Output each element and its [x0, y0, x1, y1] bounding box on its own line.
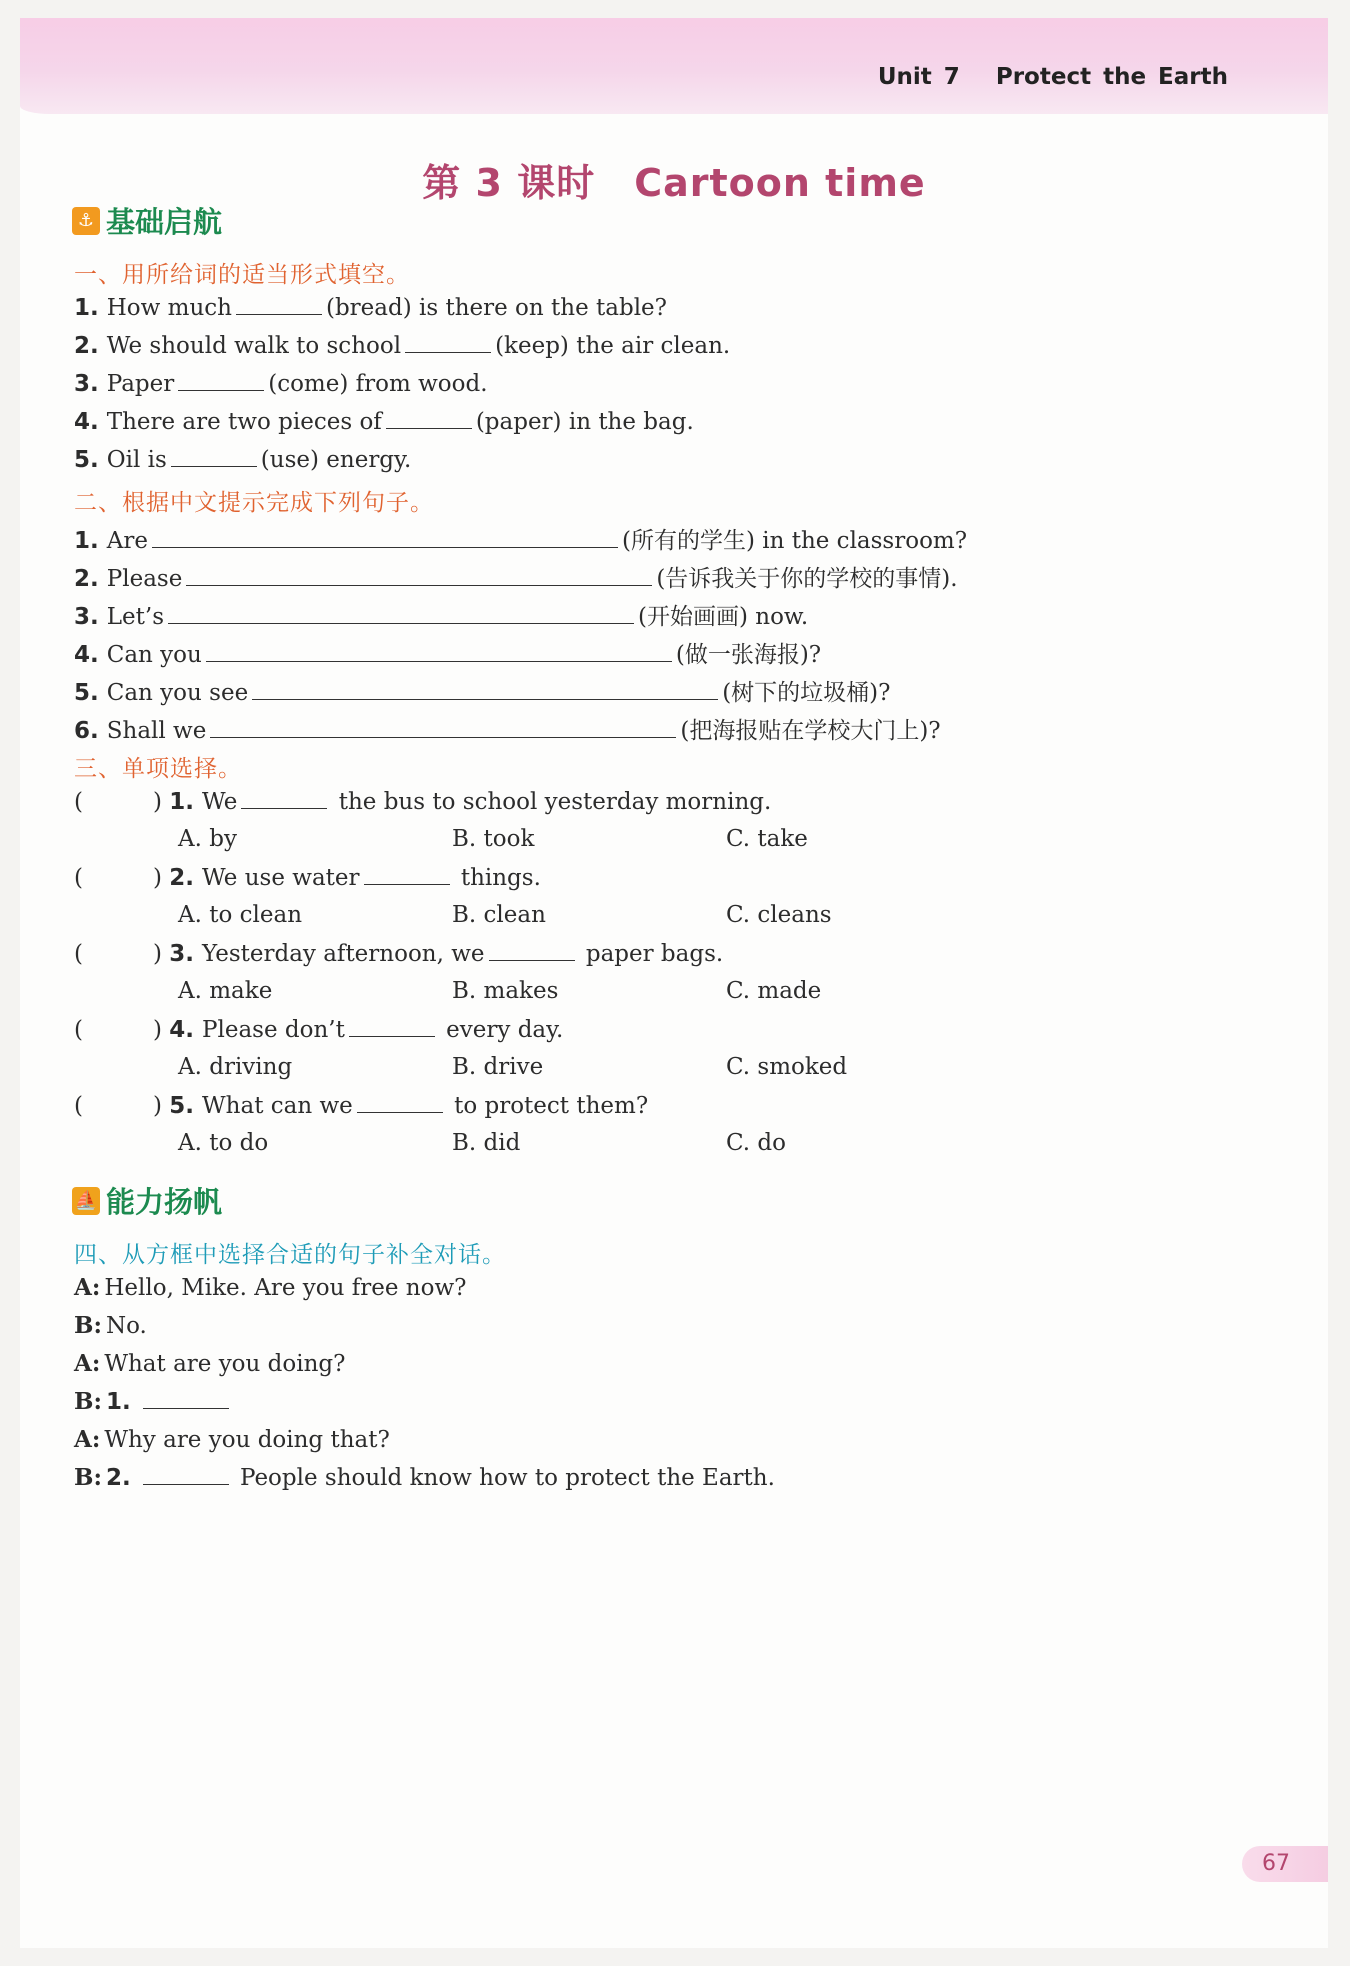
answer-blank	[357, 1092, 443, 1113]
workbook-page	[20, 18, 1328, 1948]
item-text: Can you	[106, 642, 202, 668]
item-number: 1.	[105, 1389, 131, 1415]
unit-label: Unit 7	[877, 64, 960, 90]
part3-question-3	[74, 940, 723, 967]
item-text: Are	[106, 528, 148, 554]
answer-blank	[349, 1016, 435, 1037]
item-text: Shall we	[106, 718, 207, 744]
page-number: 67	[1242, 1846, 1328, 1882]
answer-paren[interactable]: ( )	[74, 941, 162, 967]
part2-item-6	[74, 712, 941, 745]
dialogue-line-6	[74, 1464, 775, 1491]
item-text: (树下的垃圾桶)?	[722, 680, 891, 706]
item-number: 2.	[74, 333, 99, 359]
answer-blank[interactable]	[186, 565, 652, 586]
answer-blank	[241, 788, 327, 809]
answer-blank	[489, 940, 575, 961]
item-text: Please	[106, 566, 183, 592]
item-text: (keep) the air clean.	[495, 333, 731, 359]
section-heading-ability	[72, 1180, 222, 1221]
item-text: (use) energy.	[260, 447, 412, 473]
section-title: 基础启航	[106, 205, 223, 239]
dialogue-text: People should know how to protect the Earth.	[240, 1465, 775, 1491]
section-title: 能力扬帆	[106, 1185, 223, 1219]
speaker-label: A:	[74, 1426, 101, 1453]
item-text: Yesterday afternoon, we	[202, 941, 485, 967]
answer-blank[interactable]	[252, 679, 718, 700]
answer-blank[interactable]	[405, 332, 491, 353]
item-text: (把海报贴在学校大门上)?	[680, 718, 941, 744]
item-number: 3.	[74, 604, 99, 630]
part2-item-4	[74, 636, 821, 669]
part1-title: 一、用所给词的适当形式填空。	[74, 262, 410, 288]
dialogue-line-5	[74, 1426, 390, 1453]
part1-item-5	[74, 446, 411, 473]
item-text: We	[202, 789, 238, 815]
part3-question-5	[74, 1092, 648, 1119]
answer-blank[interactable]	[386, 408, 472, 429]
answer-paren[interactable]: ( )	[74, 789, 162, 815]
item-text: to protect them?	[454, 1093, 649, 1119]
dialogue-text: No.	[105, 1313, 147, 1339]
item-text: the bus to school yesterday morning.	[338, 789, 772, 815]
dialogue-text: Why are you doing that?	[104, 1427, 390, 1453]
option-a[interactable]: A. by	[178, 826, 237, 852]
answer-paren[interactable]: ( )	[74, 865, 162, 891]
anchor-icon: ⚓	[72, 207, 100, 235]
item-text: What can we	[202, 1093, 353, 1119]
item-number: 4.	[74, 642, 99, 668]
part2-item-3	[74, 598, 808, 631]
item-text: Can you see	[106, 680, 249, 706]
item-number: 2.	[105, 1465, 131, 1491]
item-text: every day.	[446, 1017, 564, 1043]
item-text: (做一张海报)?	[675, 642, 822, 668]
item-number: 5.	[74, 680, 99, 706]
dialogue-line-3	[74, 1350, 345, 1377]
item-text: (come) from wood.	[268, 371, 488, 397]
answer-blank	[364, 864, 450, 885]
speaker-label: A:	[74, 1274, 101, 1301]
speaker-label: A:	[74, 1350, 101, 1377]
part2-item-2	[74, 560, 958, 593]
dialogue-line-1	[74, 1274, 466, 1301]
part1-item-4	[74, 408, 694, 435]
part2-item-1	[74, 522, 967, 555]
item-number: 6.	[74, 718, 99, 744]
item-text: We should walk to school	[106, 333, 402, 359]
sail-icon: ⛵	[72, 1187, 100, 1215]
part3-question-2	[74, 864, 541, 891]
option-b[interactable]: B. clean	[452, 902, 546, 928]
part1-item-3	[74, 370, 488, 397]
item-text: (告诉我关于你的学校的事情).	[656, 566, 958, 592]
part3-title: 三、单项选择。	[74, 756, 242, 782]
part3-question-4	[74, 1016, 563, 1043]
item-text: (开始画画) now.	[638, 604, 809, 630]
item-number: 3.	[74, 371, 99, 397]
answer-blank[interactable]	[152, 527, 618, 548]
item-number: 2.	[169, 865, 195, 891]
item-number: 4.	[169, 1017, 195, 1043]
item-text: (所有的学生) in the classroom?	[621, 528, 968, 554]
answer-paren[interactable]: ( )	[74, 1017, 162, 1043]
answer-blank[interactable]	[236, 294, 322, 315]
speaker-label: B:	[74, 1464, 102, 1491]
option-a[interactable]: A. to do	[178, 1130, 269, 1156]
item-text: Oil is	[106, 447, 167, 473]
answer-blank[interactable]	[143, 1388, 229, 1409]
option-b[interactable]: B. drive	[452, 1054, 544, 1080]
item-text: things.	[460, 865, 541, 891]
item-number: 1.	[74, 295, 99, 321]
part3-question-1	[74, 788, 771, 815]
part2-title: 二、根据中文提示完成下列句子。	[74, 490, 434, 516]
dialogue-text: What are you doing?	[104, 1351, 346, 1377]
option-a[interactable]: A. to clean	[178, 902, 303, 928]
answer-blank[interactable]	[168, 603, 634, 624]
item-text: (bread) is there on the table?	[325, 295, 667, 321]
dialogue-text: Hello, Mike. Are you free now?	[104, 1275, 467, 1301]
option-c[interactable]: C. do	[726, 1130, 786, 1156]
option-b[interactable]: B. did	[452, 1130, 521, 1156]
answer-paren[interactable]: ( )	[74, 1093, 162, 1119]
option-a[interactable]: A. make	[178, 978, 273, 1004]
item-number: 1.	[169, 789, 195, 815]
option-b[interactable]: B. took	[452, 826, 535, 852]
part1-item-1	[74, 294, 667, 321]
item-text: There are two pieces of	[106, 409, 382, 435]
dialogue-line-2	[74, 1312, 147, 1339]
option-c[interactable]: C. made	[726, 978, 822, 1004]
answer-blank[interactable]	[178, 370, 264, 391]
option-b[interactable]: B. makes	[452, 978, 559, 1004]
lesson-title: 第 3 课时 Cartoon time	[422, 161, 926, 205]
item-number: 3.	[169, 941, 195, 967]
item-number: 5.	[74, 447, 99, 473]
answer-blank[interactable]	[206, 641, 672, 662]
option-c[interactable]: C. cleans	[726, 902, 832, 928]
item-number: 1.	[74, 528, 99, 554]
part4-title: 四、从方框中选择合适的句子补全对话。	[74, 1242, 506, 1268]
part1-item-2	[74, 332, 730, 359]
unit-title: Protect the Earth	[995, 64, 1228, 90]
unit-header	[878, 64, 1228, 90]
dialogue-line-4	[74, 1388, 233, 1415]
item-number: 2.	[74, 566, 99, 592]
item-number: 5.	[169, 1093, 195, 1119]
section-heading-basics	[72, 200, 222, 241]
speaker-label: B:	[74, 1312, 102, 1339]
option-a[interactable]: A. driving	[178, 1054, 293, 1080]
part2-item-5	[74, 674, 890, 707]
item-text: How much	[106, 295, 232, 321]
item-number: 4.	[74, 409, 99, 435]
item-text: Paper	[106, 371, 175, 397]
item-text: paper bags.	[585, 941, 724, 967]
item-text: (paper) in the bag.	[475, 409, 694, 435]
speaker-label: B:	[74, 1388, 102, 1415]
answer-blank[interactable]	[171, 446, 257, 467]
option-c[interactable]: C. smoked	[726, 1054, 848, 1080]
item-text: Let’s	[106, 604, 164, 630]
item-text: Please don’t	[202, 1017, 345, 1043]
option-c[interactable]: C. take	[726, 826, 808, 852]
answer-blank[interactable]	[210, 717, 676, 738]
item-text: We use water	[202, 865, 360, 891]
answer-blank[interactable]	[143, 1464, 229, 1485]
